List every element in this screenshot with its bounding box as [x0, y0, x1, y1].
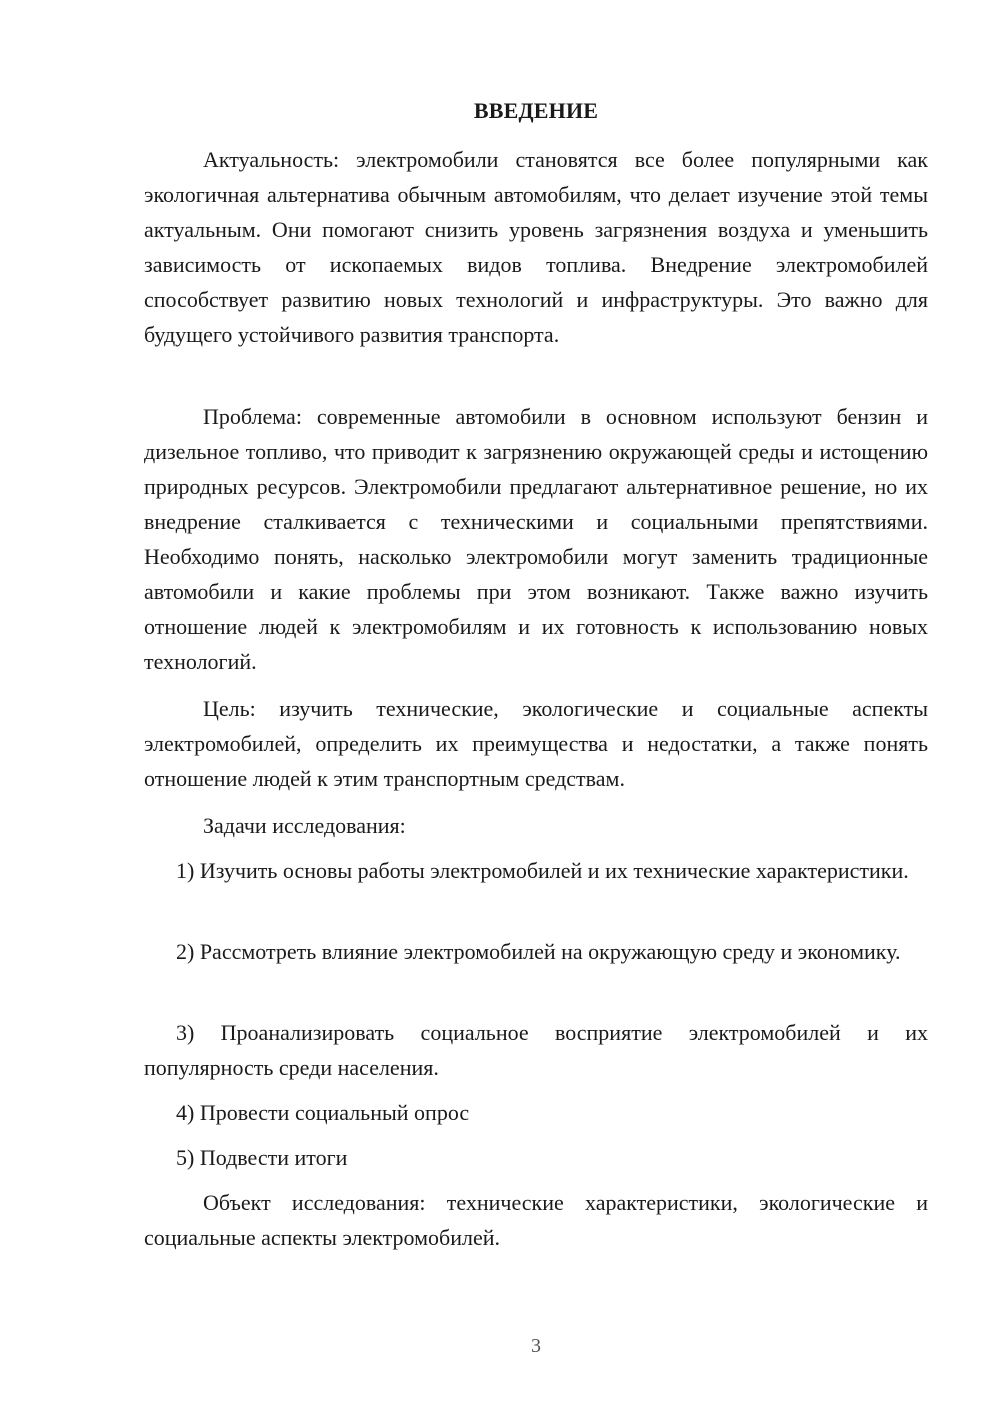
task-item-1: 1) Изучить основы работы электромобилей и их технические характеристики. — [176, 858, 909, 883]
task-item-2: 2) Рассмотреть влияние электромобилей на окружающую среду и экономику. — [176, 939, 901, 964]
paragraph-goal: Цель: изучить технические, экологические и социальные аспекты электромобилей, определить их преимущества и недостатки, а также понять отношение людей к этим транспортным средствам. — [144, 696, 928, 791]
paragraph-relevance: Актуальность: электромобили становятся все более популярными как экологичная альтернатива обычным автомобилям, что делает изучение этой темы актуальным. Они помогают снизить уровень загрязнения воздуха и уменьшить зависимость от ископаемых видов топлива. Внедрение электромобилей способствует развитию новых технологий и инфраструктуры. Это важно для будущего устойчивого развития транспорта. — [144, 147, 928, 347]
page-title: ВВЕДЕНИЕ — [473, 98, 599, 123]
task-item-4: 4) Провести социальный опрос — [176, 1100, 470, 1125]
task-item-5: 5) Подвести итоги — [176, 1145, 348, 1170]
tasks-heading: Задачи исследования: — [203, 813, 406, 838]
task-item-3: 3) Проанализировать социальное восприятие электромобилей и их популярность среди населения. — [144, 1020, 928, 1080]
page-number: 3 — [531, 1335, 541, 1357]
paragraph-problem: Проблема: современные автомобили в основном используют бензин и дизельное топливо, что приводит к загрязнению окружающей среды и истощению природных ресурсов. Электромобили предлагают альтернативное решение, но их внедрение сталкивается с техническими и социальными препятствиями. Необходимо понять, насколько электромобили могут заменить традиционные автомобили и какие проблемы при этом возникают. Также важно изучить отношение людей к электромобилям и их готовность к использованию новых технологий. — [144, 404, 928, 674]
paragraph-object: Объект исследования: технические характеристики, экологические и социальные аспекты электромобилей. — [144, 1190, 928, 1250]
